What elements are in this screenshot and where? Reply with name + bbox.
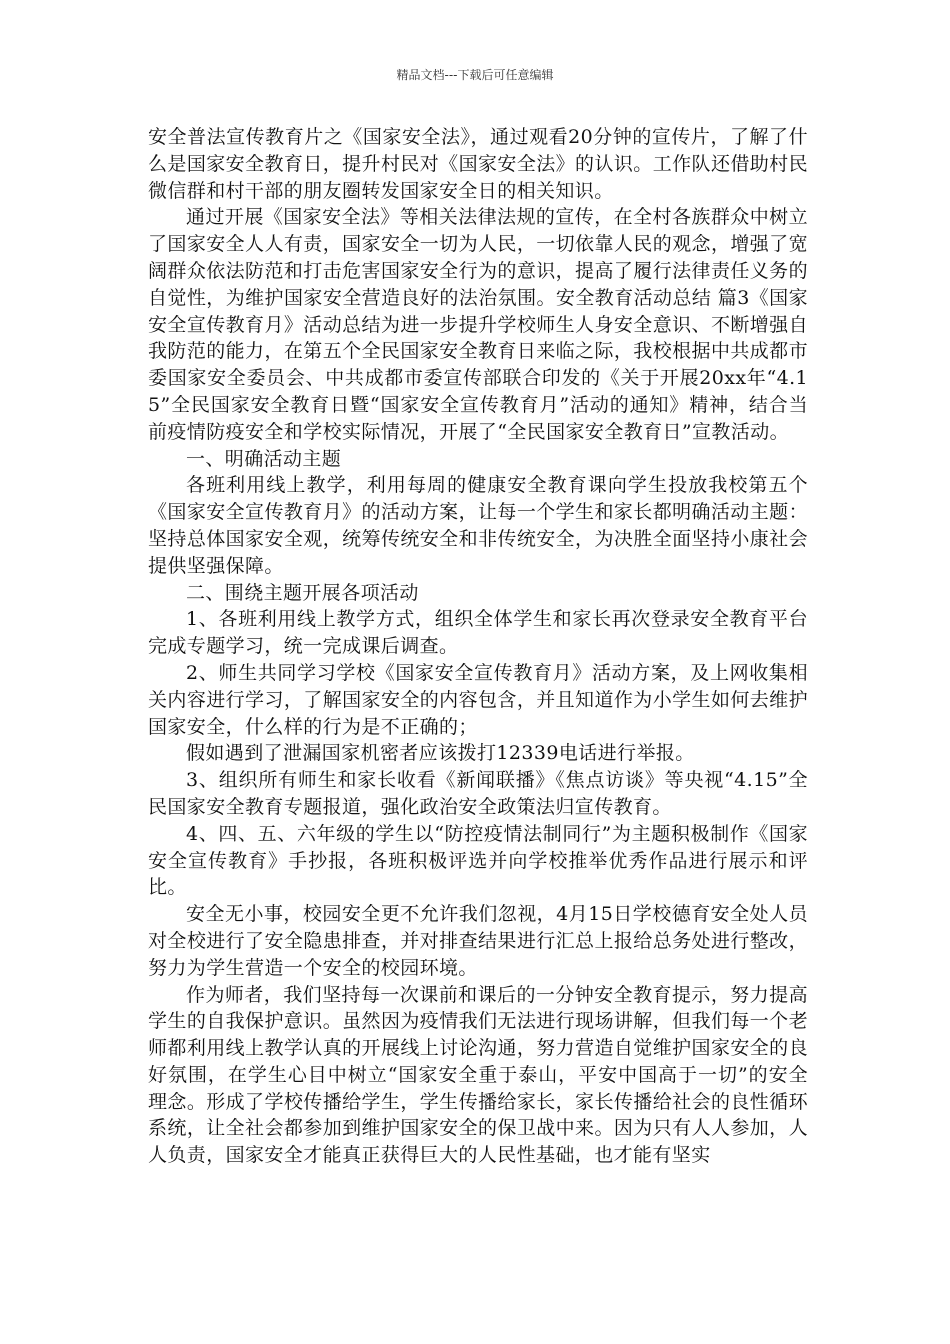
document-body bbox=[148, 124, 808, 1169]
paragraph: 通过开展《国家安全法》等相关法律法规的宣传，在全村各族群众中树立了国家安全人人有责，国家安全一切为人民，一切依靠人民的观念，增强了宽阔群众依法防范和打击危害国家安全行为的意识，提高了履行法律责任义务的自觉性，为维护国家安全营造良好的法治氛围。安全教育活动总结 篇3《国家安全宣传教育月》活动总结为进一步提升学校师生人身安全意识、不断增强自我防范的能力，在第五个全民国家安全教育日来临之际，我校根据中共成都市委国家安全委员会、中共成都市委宣传部联合印发的《关于开展20xx年“4.15”全民国家安全教育日暨“国家安全宣传教育月”活动的通知》精神，结合当前疫情防疫安全和学校实际情况，开展了“全民国家安全教育日”宣教活动。 bbox=[148, 206, 808, 443]
section-heading: 二、围绕主题开展各项活动 bbox=[186, 581, 419, 604]
paragraph: 假如遇到了泄漏国家机密者应该拨打12339电话进行举报。 bbox=[186, 742, 695, 765]
paragraph: 安全普法宣传教育片之《国家安全法》，通过观看20分钟的宣传片，了解了什么是国家安全教育日，提升村民对《国家安全法》的认识。工作队还借助村民微信群和村干部的朋友圈转发国家安全日的相关知识。 bbox=[148, 126, 808, 202]
paragraph: 作为师者，我们坚持每一次课前和课后的一分钟安全教育提示，努力提高学生的自我保护意识。虽然因为疫情我们无法进行现场讲解，但我们每一个老师都利用线上教学认真的开展线上讨论沟通，努力营造自觉维护国家安全的良好氛围，在学生心目中树立“国家安全重于泰山，平安中国高于一切”的安全理念。形成了学校传播给学生，学生传播给家长，家长传播给社会的良性循环系统，让全社会都参加到维护国家安全的保卫战中来。因为只有人人参加，人人负责，国家安全才能真正获得巨大的人民性基础，也才能有坚实 bbox=[148, 983, 808, 1167]
section-heading: 一、明确活动主题 bbox=[186, 447, 342, 470]
paragraph: 1、各班利用线上教学方式，组织全体学生和家长再次登录安全教育平台完成专题学习，统一完成课后调查。 bbox=[148, 608, 808, 658]
paragraph: 4、四、五、六年级的学生以“防控疫情法制同行”为主题积极制作《国家安全宣传教育》手抄报，各班积极评选并向学校推举优秀作品进行展示和评比。 bbox=[148, 822, 808, 899]
paragraph: 2、师生共同学习学校《国家安全宣传教育月》活动方案，及上网收集相关内容进行学习，了解国家安全的内容包含，并且知道作为小学生如何去维护国家安全，什么样的行为是不正确的； bbox=[148, 661, 808, 738]
paragraph: 安全无小事，校园安全更不允许我们忽视，4月15日学校德育安全处人员对全校进行了安全隐患排查，并对排查结果进行汇总上报给总务处进行整改，努力为学生营造一个安全的校园环境。 bbox=[148, 903, 808, 979]
paragraph: 3、组织所有师生和家长收看《新闻联播》《焦点访谈》等央视“4.15”全民国家安全教育专题报道，强化政治安全政策法归宣传教育。 bbox=[148, 769, 808, 818]
paragraph: 各班利用线上教学，利用每周的健康安全教育课向学生投放我校第五个《国家安全宣传教育月》的活动方案，让每一个学生和家长都明确活动主题：坚持总体国家安全观，统筹传统安全和非传统安全，为决胜全面坚持小康社会提供坚强保障。 bbox=[148, 474, 808, 577]
page-header: 精品文档---下载后可任意编辑 bbox=[396, 68, 554, 82]
